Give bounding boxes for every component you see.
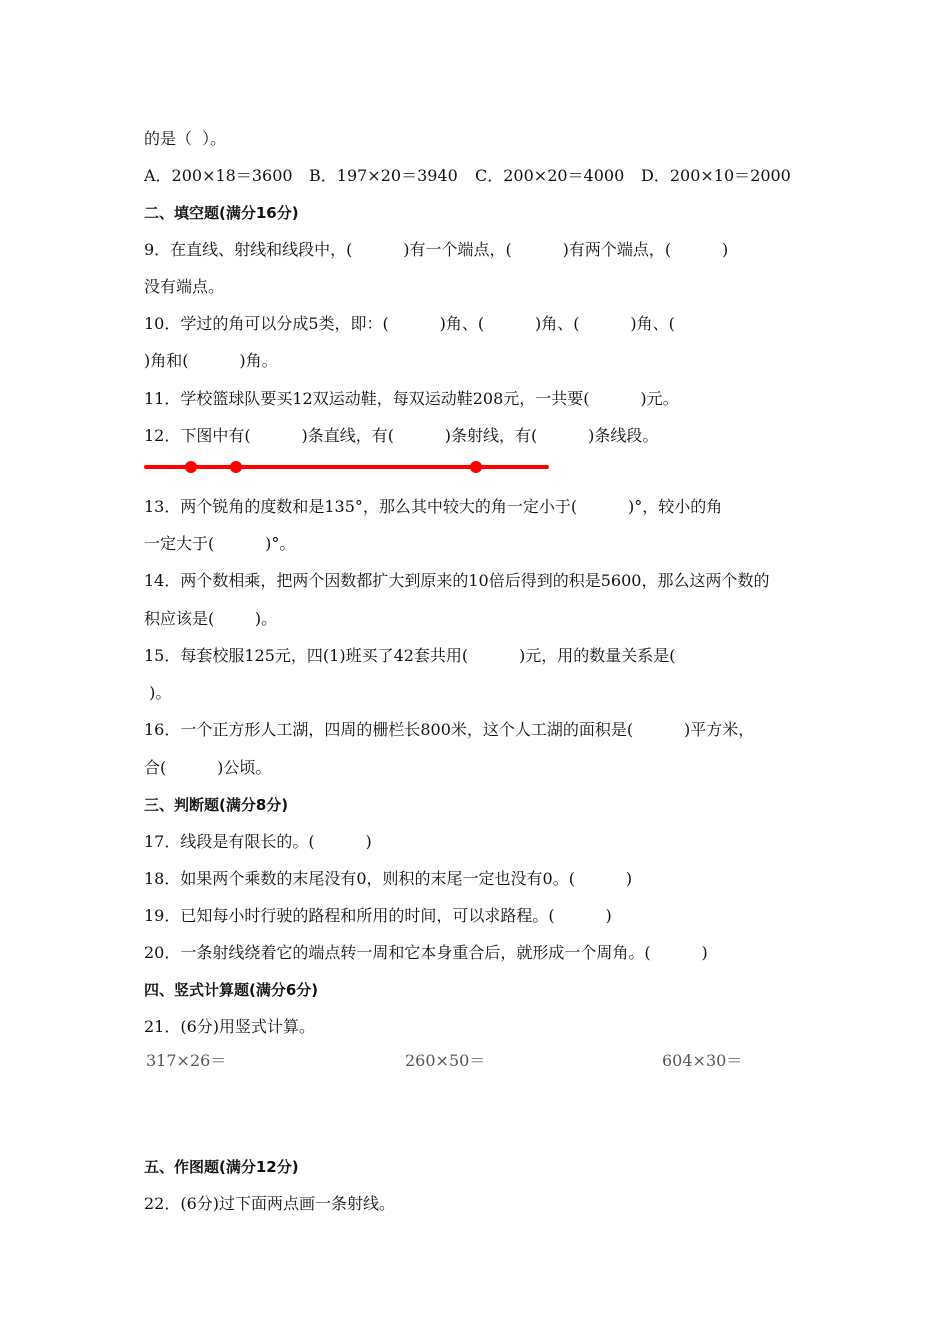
q9-line2: 没有端点。 bbox=[144, 277, 225, 296]
q10-line2: )角和( )角。 bbox=[144, 351, 278, 370]
q14-line1: 14．两个数相乘，把两个因数都扩大到原来的10倍后得到的积是5600，那么这两个数的 bbox=[144, 571, 770, 590]
q13-line2: 一定大于( )°。 bbox=[144, 534, 296, 553]
q17: 17．线段是有限长的。( ) bbox=[144, 832, 372, 851]
q14-line2: 积应该是( )。 bbox=[144, 609, 278, 628]
section-true-false: 三、判断题(满分8分) bbox=[144, 796, 289, 814]
q19: 19．已知每小时行驶的路程和所用的时间，可以求路程。( ) bbox=[144, 906, 612, 925]
figure-point-1 bbox=[185, 461, 197, 473]
q8-option-a: A．200×18＝3600 bbox=[144, 166, 293, 185]
q16-line2: 合( )公顷。 bbox=[144, 758, 272, 777]
q15-line2: )。 bbox=[144, 683, 172, 702]
q11: 11．学校篮球队要买12双运动鞋，每双运动鞋208元，一共要( )元。 bbox=[144, 389, 679, 408]
calc-item-1: 317×26＝ bbox=[146, 1051, 227, 1070]
section-fill-in: 二、填空题(满分16分) bbox=[144, 204, 299, 222]
q15-line1: 15．每套校服125元，四(1)班买了42套共用( )元，用的数量关系是( bbox=[144, 646, 676, 665]
figure-point-3 bbox=[470, 461, 482, 473]
q9-line1: 9．在直线、射线和线段中，( )有一个端点，( )有两个端点，( ) bbox=[144, 240, 729, 259]
line-figure bbox=[140, 452, 560, 484]
q13-line1: 13．两个锐角的度数和是135°，那么其中较大的角一定小于( )°，较小的角 bbox=[144, 497, 723, 516]
q16-line1: 16．一个正方形人工湖，四周的栅栏长800米，这个人工湖的面积是( )平方米， bbox=[144, 720, 755, 739]
calc-item-3: 604×30＝ bbox=[662, 1051, 743, 1070]
q20: 20．一条射线绕着它的端点转一周和它本身重合后，就形成一个周角。( ) bbox=[144, 943, 708, 962]
section-vertical-calc: 四、竖式计算题(满分6分) bbox=[144, 981, 319, 999]
q10-line1: 10．学过的角可以分成5类，即：( )角、( )角、( )角、( bbox=[144, 314, 675, 333]
q8-option-d: D．200×10＝2000 bbox=[641, 166, 791, 185]
q18: 18．如果两个乘数的末尾没有0，则积的末尾一定也没有0。( ) bbox=[144, 869, 633, 888]
q8-option-b: B．197×20＝3940 bbox=[309, 166, 458, 185]
section-drawing: 五、作图题(满分12分) bbox=[144, 1158, 299, 1176]
q22: 22．(6分)过下面两点画一条射线。 bbox=[144, 1194, 396, 1213]
q8-tail: 的是（ ）。 bbox=[144, 129, 227, 148]
calc-item-2: 260×50＝ bbox=[405, 1051, 486, 1070]
q8-option-c: C．200×20＝4000 bbox=[475, 166, 625, 185]
q12: 12．下图中有( )条直线，有( )条射线，有( )条线段。 bbox=[144, 426, 659, 445]
figure-point-2 bbox=[230, 461, 242, 473]
q21: 21．(6分)用竖式计算。 bbox=[144, 1017, 316, 1036]
